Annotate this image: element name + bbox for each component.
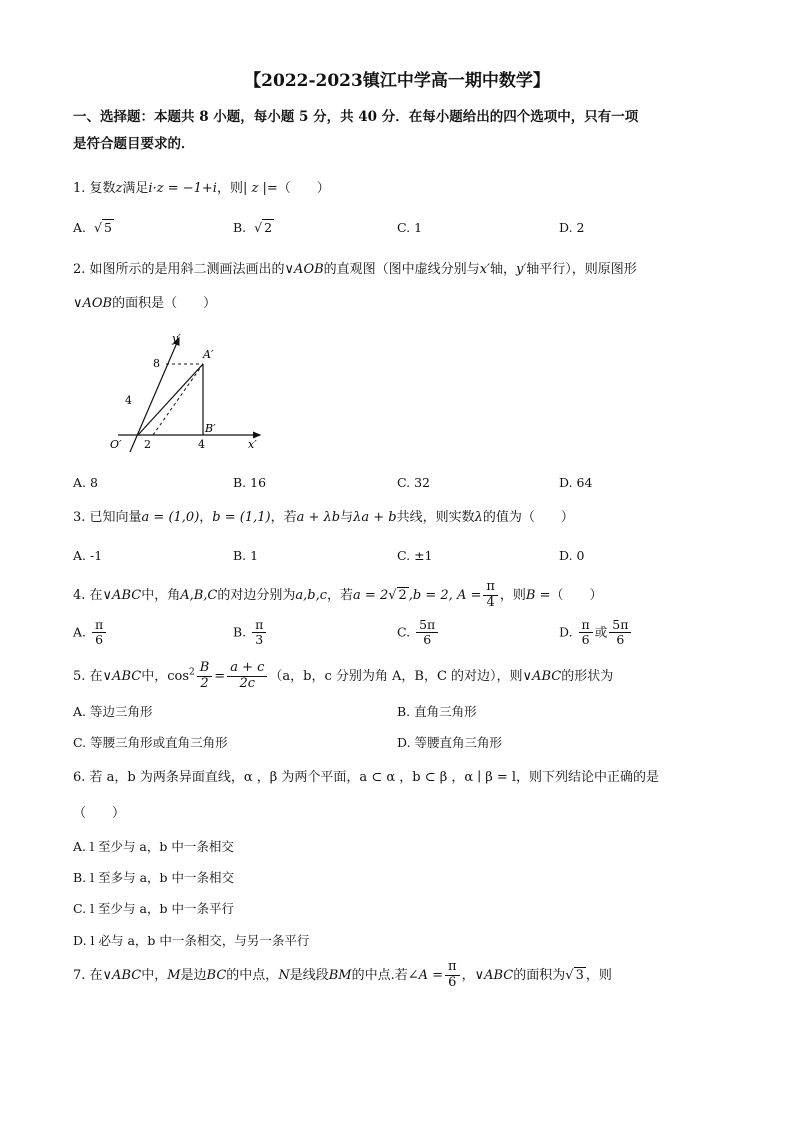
segment-oa <box>138 364 203 435</box>
label-y-prime: y′ <box>172 332 181 345</box>
q5-option-b: B. 直角三角形 <box>397 704 477 719</box>
q2-option-c: C. 32 <box>397 475 430 490</box>
label-a-prime: A′ <box>203 348 214 361</box>
q1-option-c: C. 1 <box>397 220 423 235</box>
q3-option-c: C. ±1 <box>397 548 433 563</box>
dashed-oblique <box>153 364 203 435</box>
question-1 <box>73 181 330 197</box>
q5-option-c: C. 等腰三角形或直角三角形 <box>73 735 228 750</box>
q1-blank: （ ） <box>277 181 330 196</box>
label-o-prime: O′ <box>110 438 122 451</box>
label-x-prime: x′ <box>248 438 257 451</box>
question-3: 3. 已知向量a = (1,0)，b = (1,1)，若a + λb与λa + b共线，则实数λ的值为（ ） <box>73 510 574 525</box>
q6-option-c: C. l 至少与 a，b 中一条平行 <box>73 901 234 916</box>
q1-sqrt2: √ 2 <box>254 220 273 235</box>
tick-2-x: 2 <box>144 438 151 451</box>
q5-option-d: D. 等腰直角三角形 <box>397 735 503 750</box>
label-b-prime: B′ <box>205 422 216 435</box>
q6-option-d: D. l 必与 a，b 中一条相交，与另一条平行 <box>73 933 310 948</box>
q1-stem: 1. 复数 <box>73 181 116 196</box>
section-heading-line2: 是符合题目要求的． <box>73 136 195 152</box>
q4-option-a: A. $\frac{\pi}{6}$ <box>73 618 108 648</box>
q4-option-c: C. $\frac{5\pi}{6}$ <box>397 618 440 648</box>
q1-option-d: D. 2 <box>559 220 585 235</box>
q2-option-a: A. 8 <box>73 475 98 490</box>
tick-8: 8 <box>153 357 160 370</box>
q3-option-d: D. 0 <box>559 548 585 563</box>
q3-option-a: A. -1 <box>73 548 103 563</box>
q2-option-d: D. 64 <box>559 475 593 490</box>
oblique-projection-figure <box>110 328 270 458</box>
q3-option-b: B. 1 <box>233 548 259 563</box>
q6-option-b: B. l 至多与 a，b 中一条相交 <box>73 870 235 885</box>
question-7: 7. 在∨ABC中，M是边BC的中点，N是线段BM的中点.若∠A = $\frac{\pi}{6}$ ，∨ABC的面积为√ 3 ，则 <box>73 959 612 990</box>
question-6-line1: 6. 若 a，b 为两条异面直线，α ，β 为两个平面，a ⊂ α ，b ⊂ β ，α ∣ β = l，则下列结论中正确的是 <box>73 770 660 785</box>
q1-stem-b: 满足 <box>122 181 149 196</box>
q1-option-a: A. √ 5 <box>73 220 112 235</box>
question-6-line2: （ ） <box>73 806 126 821</box>
page-title: 【2022-2023镇江中学高一期中数学】 <box>244 71 550 91</box>
q1-option-b: B. √ 2 <box>233 220 273 235</box>
tick-4-x: 4 <box>198 438 205 451</box>
section-heading-line1: 一、选择题：本题共 8 小题，每小题 5 分，共 40 分．在每小题给出的四个选项中，只有一项 <box>73 109 639 125</box>
q4-option-b: B. $\frac{\pi}{3}$ <box>233 618 268 648</box>
q1-expr: i·z = −1+i <box>148 181 217 196</box>
q1-stem-c: ，则 <box>216 181 243 196</box>
q6-option-a: A. l 至少与 a，b 中一条相交 <box>73 839 234 854</box>
q1-sqrt5: √ 5 <box>93 220 112 235</box>
question-2-line1: 2. 如图所示的是用斜二测画法画出的∨AOB的直观图（图中虚线分别与x′轴，y′轴平行），则原图形 <box>73 262 637 277</box>
q1-var: z <box>115 181 123 196</box>
q2-option-b: B. 16 <box>233 475 267 490</box>
q4-option-d: D. $\frac{\pi}{6}$ 或 $\frac{5\pi}{6}$ <box>559 618 633 648</box>
q1-modz: | z |= <box>242 181 278 196</box>
question-2-line2: ∨AOB的面积是（ ） <box>73 296 217 311</box>
q5-option-a: A. 等边三角形 <box>73 704 153 719</box>
tick-4-y: 4 <box>125 394 132 407</box>
question-5: 5. 在∨ABC中，$\cos^2$ $\frac{B}{2}$ = $\frac{a + c}{2c}$ （a，b，c 分别为角 A，B，C 的对边），则∨ABC的形状为 <box>73 660 614 691</box>
question-4: 4. 在∨ABC中，角A,B,C的对边分别为a,b,c，若a = 2√ 2 ,b = 2, A = $\frac{\pi}{4}$ ，则B =（ ） <box>73 579 603 610</box>
